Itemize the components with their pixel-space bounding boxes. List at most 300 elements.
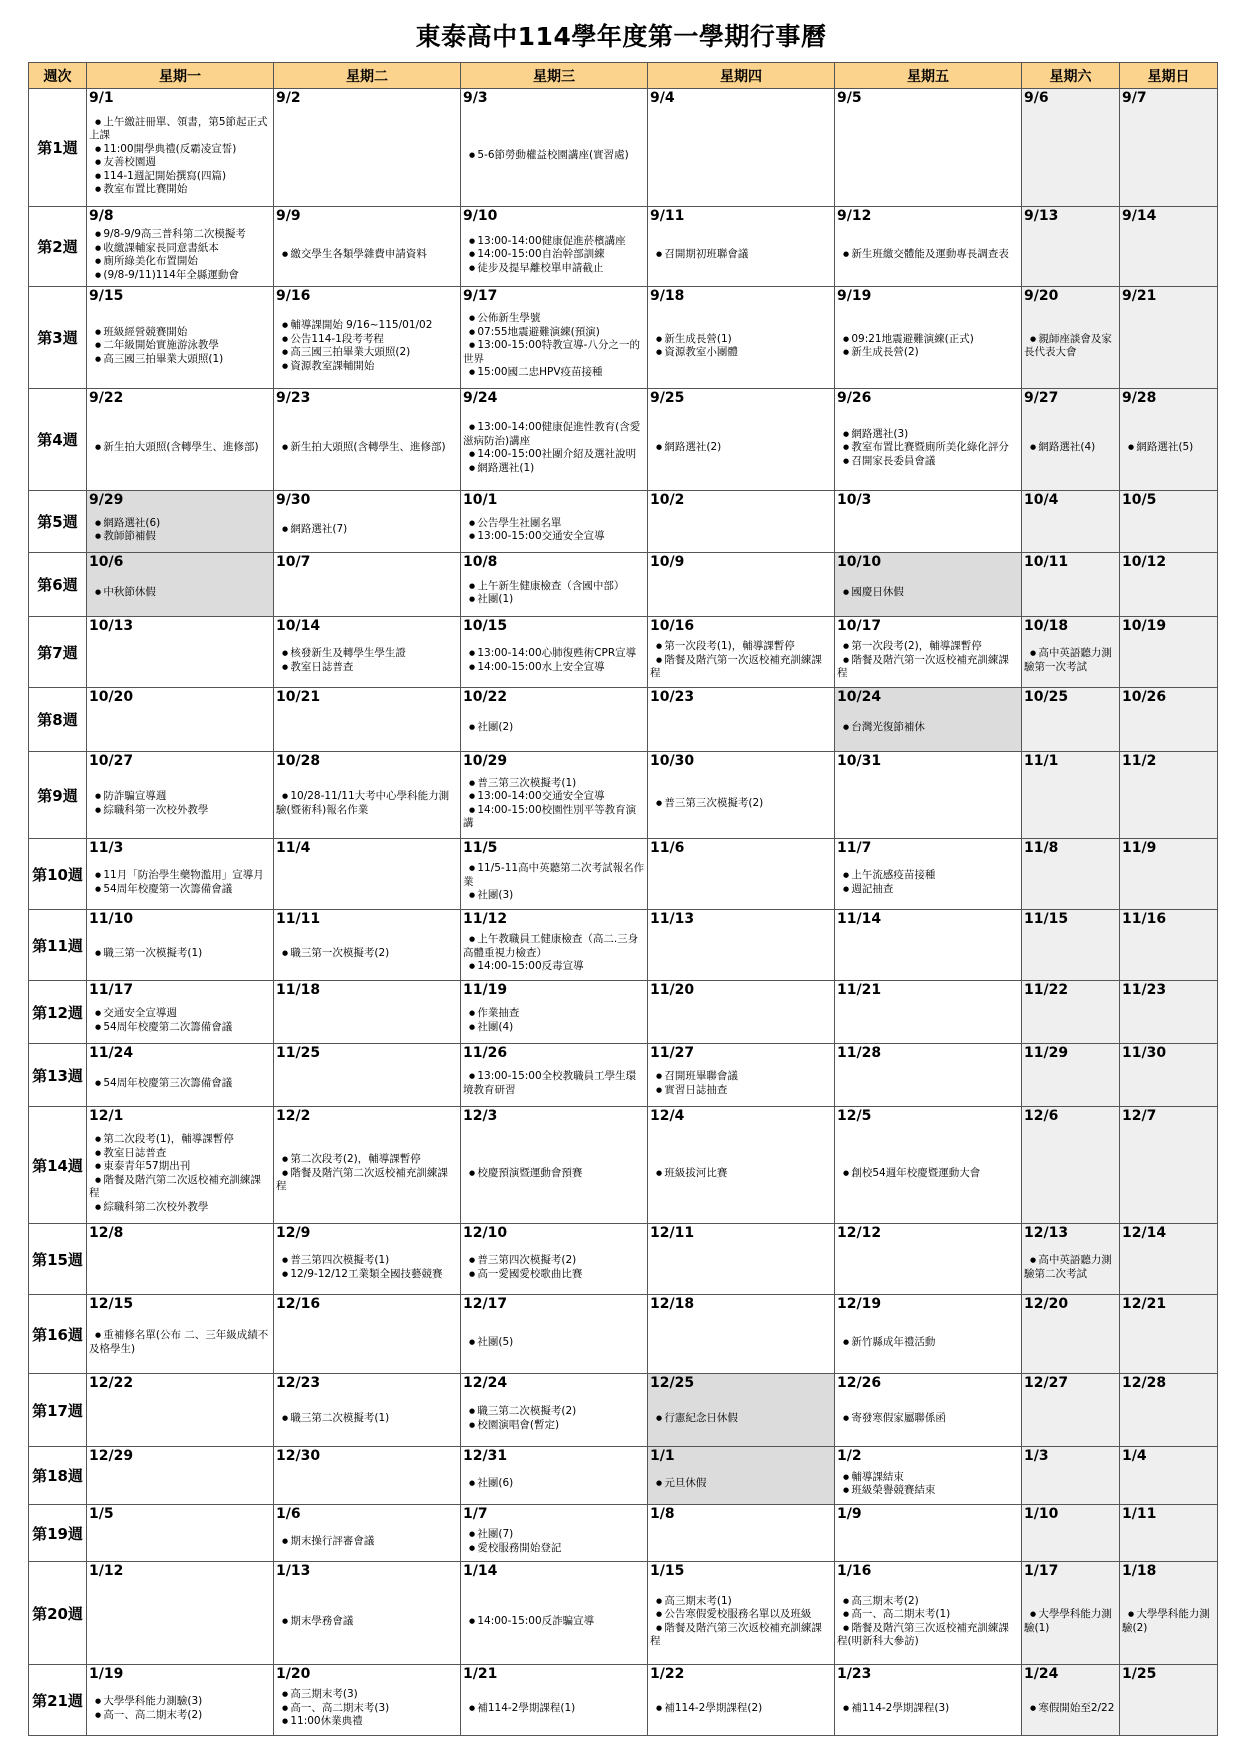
event-list [648, 635, 834, 687]
day-cell [274, 617, 461, 688]
day-cell [648, 491, 835, 553]
day-cell [461, 1665, 648, 1736]
day-date: 10/4 [1024, 492, 1059, 508]
day-cell-content [835, 981, 1021, 1043]
day-cell-content [1120, 1044, 1217, 1106]
day-date: 12/28 [1122, 1375, 1167, 1391]
event-item: ● 公佈新生學號 [463, 312, 645, 326]
event-list [835, 1313, 1021, 1373]
day-cell-content [1120, 1665, 1217, 1735]
day-cell [648, 752, 835, 839]
week-label: 第1週 [29, 89, 87, 207]
day-cell [835, 1447, 1022, 1505]
event-list [461, 407, 647, 490]
event-list [1120, 1062, 1217, 1106]
event-list [87, 407, 273, 490]
day-cell-content [274, 981, 460, 1043]
day-cell-content [1022, 389, 1119, 490]
day-cell [87, 1107, 274, 1224]
event-item: ● 社團(5) [463, 1336, 645, 1350]
day-date: 10/29 [463, 753, 508, 769]
event-item: ● 週記抽查 [837, 883, 1019, 897]
event-list [835, 571, 1021, 616]
day-date: 1/7 [463, 1506, 488, 1522]
event-item: ● 高三國三拍畢業大頭照(1) [89, 353, 271, 367]
event-item: ● 校慶預演暨運動會預賽 [463, 1167, 645, 1181]
day-cell [87, 207, 274, 287]
page-title: 東泰高中114學年度第一學期行事曆 [415, 22, 827, 51]
event-list [274, 407, 460, 490]
day-cell [1120, 1665, 1218, 1736]
event-item: ● 行憲紀念日休假 [650, 1412, 832, 1426]
day-date: 10/14 [276, 618, 321, 634]
event-item: ● 14:00-15:00社團介紹及選社說明 [463, 448, 645, 462]
event-list [274, 635, 460, 687]
day-cell-content [1022, 1505, 1119, 1561]
event-list [835, 1683, 1021, 1735]
day-cell-content [87, 1374, 273, 1446]
week-row [29, 1374, 1218, 1447]
event-item: ● (9/8-9/11)114年全縣運動會 [89, 269, 271, 283]
day-cell-content [274, 752, 460, 838]
event-list [87, 1125, 273, 1223]
event-list [835, 107, 1021, 206]
day-cell-content [461, 1044, 647, 1106]
day-cell [648, 839, 835, 910]
event-item: ● 高中英語聽力測驗第二次考試 [1024, 1254, 1117, 1281]
day-cell [87, 617, 274, 688]
day-cell-content [1022, 688, 1119, 751]
event-item: ● 召開期初班聯會議 [650, 248, 832, 262]
event-list [648, 928, 834, 980]
day-date: 1/9 [837, 1506, 862, 1522]
day-cell [87, 1044, 274, 1107]
event-list [835, 1062, 1021, 1106]
day-date: 11/26 [463, 1045, 508, 1061]
day-cell [1120, 1562, 1218, 1665]
day-cell-content [461, 553, 647, 616]
day-cell-content [461, 752, 647, 838]
event-list [835, 407, 1021, 490]
event-list [835, 1125, 1021, 1223]
event-item: ● 交通安全宣導週 [89, 1007, 271, 1021]
event-item: ● 新竹縣成年禮活動 [837, 1336, 1019, 1350]
event-list [648, 770, 834, 838]
day-cell-content [648, 839, 834, 909]
day-cell-content [648, 491, 834, 552]
day-date: 12/31 [463, 1448, 508, 1464]
day-cell-content [648, 389, 834, 490]
day-date: 1/5 [89, 1506, 114, 1522]
day-cell [274, 1374, 461, 1447]
day-date: 10/21 [276, 689, 321, 705]
day-cell [648, 1374, 835, 1447]
day-date: 10/25 [1024, 689, 1069, 705]
day-date: 9/16 [276, 288, 311, 304]
event-item: ● 東泰青年57期出刊 [89, 1160, 271, 1174]
day-cell-content [461, 910, 647, 980]
day-date: 10/9 [650, 554, 685, 570]
day-cell-content [648, 1505, 834, 1561]
week-label: 第4週 [29, 389, 87, 491]
day-cell [274, 1224, 461, 1295]
week-label: 第16週 [29, 1295, 87, 1374]
event-item: ● 07:55地震避難演練(預演) [463, 326, 645, 340]
event-item: ● 社團(6) [463, 1477, 645, 1491]
event-list [87, 1683, 273, 1735]
day-date: 10/15 [463, 618, 508, 634]
day-cell [1120, 553, 1218, 617]
week-row [29, 617, 1218, 688]
event-item: ● 普三第三次模擬考(2) [650, 797, 832, 811]
event-list [274, 1242, 460, 1294]
day-cell-content [1022, 981, 1119, 1043]
day-date: 9/10 [463, 208, 498, 224]
event-list [835, 1580, 1021, 1664]
day-date: 10/10 [837, 554, 882, 570]
event-list [1120, 857, 1217, 909]
event-list [1022, 1580, 1119, 1664]
day-cell-content [1120, 1224, 1217, 1294]
day-date: 10/18 [1024, 618, 1069, 634]
day-cell-content [274, 553, 460, 616]
event-item: ● 15:00國二忠HPV疫苗接種 [463, 366, 645, 380]
day-cell-content [1120, 287, 1217, 388]
day-date: 12/22 [89, 1375, 134, 1391]
day-cell [461, 287, 648, 389]
event-item: ● 11:00休業典禮 [276, 1715, 458, 1729]
event-list [1120, 305, 1217, 388]
event-list [648, 857, 834, 909]
event-list [1120, 1580, 1217, 1664]
header-saturday: 星期六 [1022, 63, 1120, 89]
event-list [274, 107, 460, 206]
event-list [461, 1242, 647, 1294]
day-date: 1/8 [650, 1506, 675, 1522]
day-date: 11/15 [1024, 911, 1069, 927]
day-date: 11/28 [837, 1045, 882, 1061]
week-row [29, 1044, 1218, 1107]
day-date: 1/1 [650, 1448, 675, 1464]
day-cell-content [835, 1562, 1021, 1664]
week-label: 第9週 [29, 752, 87, 839]
day-cell [648, 910, 835, 981]
event-list [1120, 225, 1217, 286]
event-item: ● 友善校園週 [89, 156, 271, 170]
event-item: ● 教室日誌普查 [89, 1147, 271, 1161]
event-list [461, 928, 647, 980]
event-list [87, 107, 273, 206]
day-cell-content [274, 1044, 460, 1106]
day-cell-content [1120, 752, 1217, 838]
day-cell-content [1120, 981, 1217, 1043]
day-cell [648, 617, 835, 688]
event-list [648, 1392, 834, 1446]
day-cell-content [1120, 1562, 1217, 1664]
day-date: 10/7 [276, 554, 311, 570]
event-item: ● 職三第一次模擬考(2) [276, 947, 458, 961]
event-item: ● 寄發寒假家屬聯係函 [837, 1412, 1019, 1426]
event-list [1022, 305, 1119, 388]
day-cell [274, 389, 461, 491]
event-list [1120, 107, 1217, 206]
event-list [87, 1313, 273, 1373]
day-cell [648, 688, 835, 752]
event-item: ● 高一、高二期末考(1) [837, 1608, 1019, 1622]
day-cell-content [461, 1665, 647, 1735]
day-date: 1/2 [837, 1448, 862, 1464]
event-list [461, 1580, 647, 1664]
day-cell [87, 1447, 274, 1505]
day-cell [648, 1447, 835, 1505]
day-date: 11/1 [1024, 753, 1059, 769]
event-list [1022, 407, 1119, 490]
day-date: 1/11 [1122, 1506, 1157, 1522]
day-cell-content [648, 981, 834, 1043]
day-date: 11/17 [89, 982, 134, 998]
day-cell-content [835, 1447, 1021, 1504]
event-item: ● 114-1週記開始撰寫(四篇) [89, 170, 271, 184]
day-cell [1120, 1295, 1218, 1374]
day-cell-content [648, 1044, 834, 1106]
event-list [648, 999, 834, 1043]
event-item: ● 12/9-12/12工業類全國技藝競賽 [276, 1268, 458, 1282]
event-list [648, 509, 834, 552]
day-cell-content [1022, 207, 1119, 286]
event-list [274, 1683, 460, 1735]
event-list [1120, 770, 1217, 838]
event-item: ● 網路選社(5) [1122, 441, 1215, 455]
week-row [29, 910, 1218, 981]
event-list [87, 706, 273, 751]
day-cell [461, 207, 648, 287]
day-cell [1120, 389, 1218, 491]
day-cell [835, 1665, 1022, 1736]
event-item: ● 09:21地震避難演練(正式) [837, 333, 1019, 347]
event-item: ● 校園演唱會(暫定) [463, 1419, 645, 1433]
day-cell [1120, 1224, 1218, 1295]
day-cell [648, 389, 835, 491]
event-list [1022, 1062, 1119, 1106]
event-item: ● 綜職科第二次校外教學 [89, 1201, 271, 1215]
day-date: 9/15 [89, 288, 124, 304]
event-list [274, 999, 460, 1043]
day-cell-content [648, 1224, 834, 1294]
day-cell-content [1120, 553, 1217, 616]
event-list [835, 1392, 1021, 1446]
day-date: 10/2 [650, 492, 685, 508]
event-list [461, 225, 647, 286]
day-date: 11/23 [1122, 982, 1167, 998]
day-cell-content [87, 389, 273, 490]
event-item: ● 輔導課開始 9/16~115/01/02 [276, 319, 458, 333]
day-cell [648, 1107, 835, 1224]
event-list [274, 225, 460, 286]
day-cell [1120, 1447, 1218, 1505]
day-cell [835, 981, 1022, 1044]
day-cell [1022, 207, 1120, 287]
day-cell [1022, 1505, 1120, 1562]
event-item: ● 班級經營競賽開始 [89, 326, 271, 340]
day-date: 12/6 [1024, 1108, 1059, 1124]
event-item: ● 大學學科能力測驗(2) [1122, 1608, 1215, 1635]
event-item: ● 公告寒假愛校服務名單以及班級 [650, 1608, 832, 1622]
event-list [87, 999, 273, 1043]
event-list [87, 635, 273, 687]
day-date: 9/9 [276, 208, 301, 224]
day-cell-content [835, 207, 1021, 286]
event-list [835, 225, 1021, 286]
event-item: ● 階餐及階汽第一次返校補充訓練課程 [650, 654, 832, 681]
event-item: ● 上午流感疫苗接種 [837, 869, 1019, 883]
event-item: ● 召開家長委員會議 [837, 455, 1019, 469]
day-cell-content [835, 1295, 1021, 1373]
day-cell [461, 491, 648, 553]
event-list [461, 857, 647, 909]
day-cell-content [87, 839, 273, 909]
event-list [648, 1580, 834, 1664]
event-item: ● 網路選社(6) [89, 517, 271, 531]
event-list [835, 1523, 1021, 1561]
day-cell [835, 1505, 1022, 1562]
event-item: ● 核發新生及轉學生學生證 [276, 647, 458, 661]
day-cell-content [274, 839, 460, 909]
event-list [274, 1313, 460, 1373]
week-row [29, 207, 1218, 287]
day-cell [274, 688, 461, 752]
day-cell-content [461, 491, 647, 552]
day-cell [461, 910, 648, 981]
day-date: 9/24 [463, 390, 498, 406]
day-date: 9/22 [89, 390, 124, 406]
event-item: ● 公告學生社團名單 [463, 517, 645, 531]
event-item: ● 14:00-15:00反毒宣導 [463, 960, 645, 974]
event-item: ● 實習日誌抽查 [650, 1084, 832, 1098]
day-date: 12/4 [650, 1108, 685, 1124]
day-cell [1120, 1505, 1218, 1562]
day-date: 11/11 [276, 911, 321, 927]
day-date: 12/27 [1024, 1375, 1069, 1391]
day-cell-content [835, 1107, 1021, 1223]
week-row [29, 1224, 1218, 1295]
event-item: ● 新生成長營(1) [650, 333, 832, 347]
week-row [29, 1447, 1218, 1505]
event-item: ● 新生拍大頭照(含轉學生、進修部) [276, 441, 458, 455]
event-item: ● 期末學務會議 [276, 1615, 458, 1629]
day-date: 12/23 [276, 1375, 321, 1391]
day-cell [274, 839, 461, 910]
event-list [274, 1523, 460, 1561]
day-date: 11/4 [276, 840, 311, 856]
header-tuesday: 星期二 [274, 63, 461, 89]
day-date: 9/17 [463, 288, 498, 304]
day-date: 1/21 [463, 1666, 498, 1682]
day-cell-content [461, 1295, 647, 1373]
week-label: 第6週 [29, 553, 87, 617]
day-cell-content [835, 688, 1021, 751]
day-cell-content [87, 89, 273, 206]
day-cell-content [648, 287, 834, 388]
event-item: ● 13:00-14:00交通安全宣導 [463, 790, 645, 804]
event-list [274, 1465, 460, 1504]
event-list [461, 571, 647, 616]
event-list [461, 1392, 647, 1446]
day-date: 9/26 [837, 390, 872, 406]
day-date: 11/27 [650, 1045, 695, 1061]
day-cell [835, 839, 1022, 910]
day-cell-content [835, 553, 1021, 616]
event-item: ● 14:00-15:00自治幹部訓練 [463, 248, 645, 262]
day-cell-content [648, 617, 834, 687]
week-row [29, 1295, 1218, 1374]
event-list [835, 706, 1021, 751]
day-cell-content [1120, 389, 1217, 490]
day-cell-content [461, 287, 647, 388]
day-cell [274, 491, 461, 553]
day-date: 10/19 [1122, 618, 1167, 634]
week-label: 第2週 [29, 207, 87, 287]
day-cell [274, 287, 461, 389]
day-date: 1/13 [276, 1563, 311, 1579]
event-list [461, 999, 647, 1043]
day-cell [274, 1665, 461, 1736]
day-date: 12/15 [89, 1296, 134, 1312]
calendar-table-wrapper [28, 62, 1217, 1736]
day-cell-content [1022, 287, 1119, 388]
day-date: 11/22 [1024, 982, 1069, 998]
day-date: 11/12 [463, 911, 508, 927]
event-list [461, 107, 647, 206]
day-cell-content [648, 1665, 834, 1735]
event-item: ● 社團(2) [463, 721, 645, 735]
day-cell [87, 287, 274, 389]
day-cell [1120, 1374, 1218, 1447]
day-date: 9/7 [1122, 90, 1147, 106]
header-wednesday: 星期三 [461, 63, 648, 89]
day-cell-content [1120, 89, 1217, 206]
event-list [1022, 225, 1119, 286]
event-list [1022, 770, 1119, 838]
day-cell [87, 1224, 274, 1295]
event-item: ● 階餐及階汽第一次返校補充訓練課程 [837, 654, 1019, 681]
event-list [274, 1125, 460, 1223]
event-item: ● 11:00開學典禮(反霸凌宣誓) [89, 143, 271, 157]
day-date: 11/10 [89, 911, 134, 927]
day-date: 1/19 [89, 1666, 124, 1682]
event-item: ● 高一愛國愛校歌曲比賽 [463, 1268, 645, 1282]
day-cell-content [87, 1224, 273, 1294]
week-row [29, 981, 1218, 1044]
day-cell-content [274, 89, 460, 206]
event-list [274, 928, 460, 980]
week-row [29, 1107, 1218, 1224]
day-cell [835, 491, 1022, 553]
day-cell-content [835, 839, 1021, 909]
day-date: 1/3 [1024, 1448, 1049, 1464]
week-row [29, 89, 1218, 207]
day-cell-content [274, 207, 460, 286]
day-cell-content [461, 89, 647, 206]
day-date: 10/30 [650, 753, 695, 769]
event-item: ● 徒步及提早離校單申請截止 [463, 262, 645, 276]
day-date: 11/9 [1122, 840, 1157, 856]
event-item: ● 繳交學生各類學雜費申請資料 [276, 248, 458, 262]
day-cell-content [648, 207, 834, 286]
event-list [1022, 1683, 1119, 1735]
day-date: 10/3 [837, 492, 872, 508]
event-list [648, 1242, 834, 1294]
event-item: ● 11/5-11高中英聽第二次考試報名作業 [463, 862, 645, 889]
